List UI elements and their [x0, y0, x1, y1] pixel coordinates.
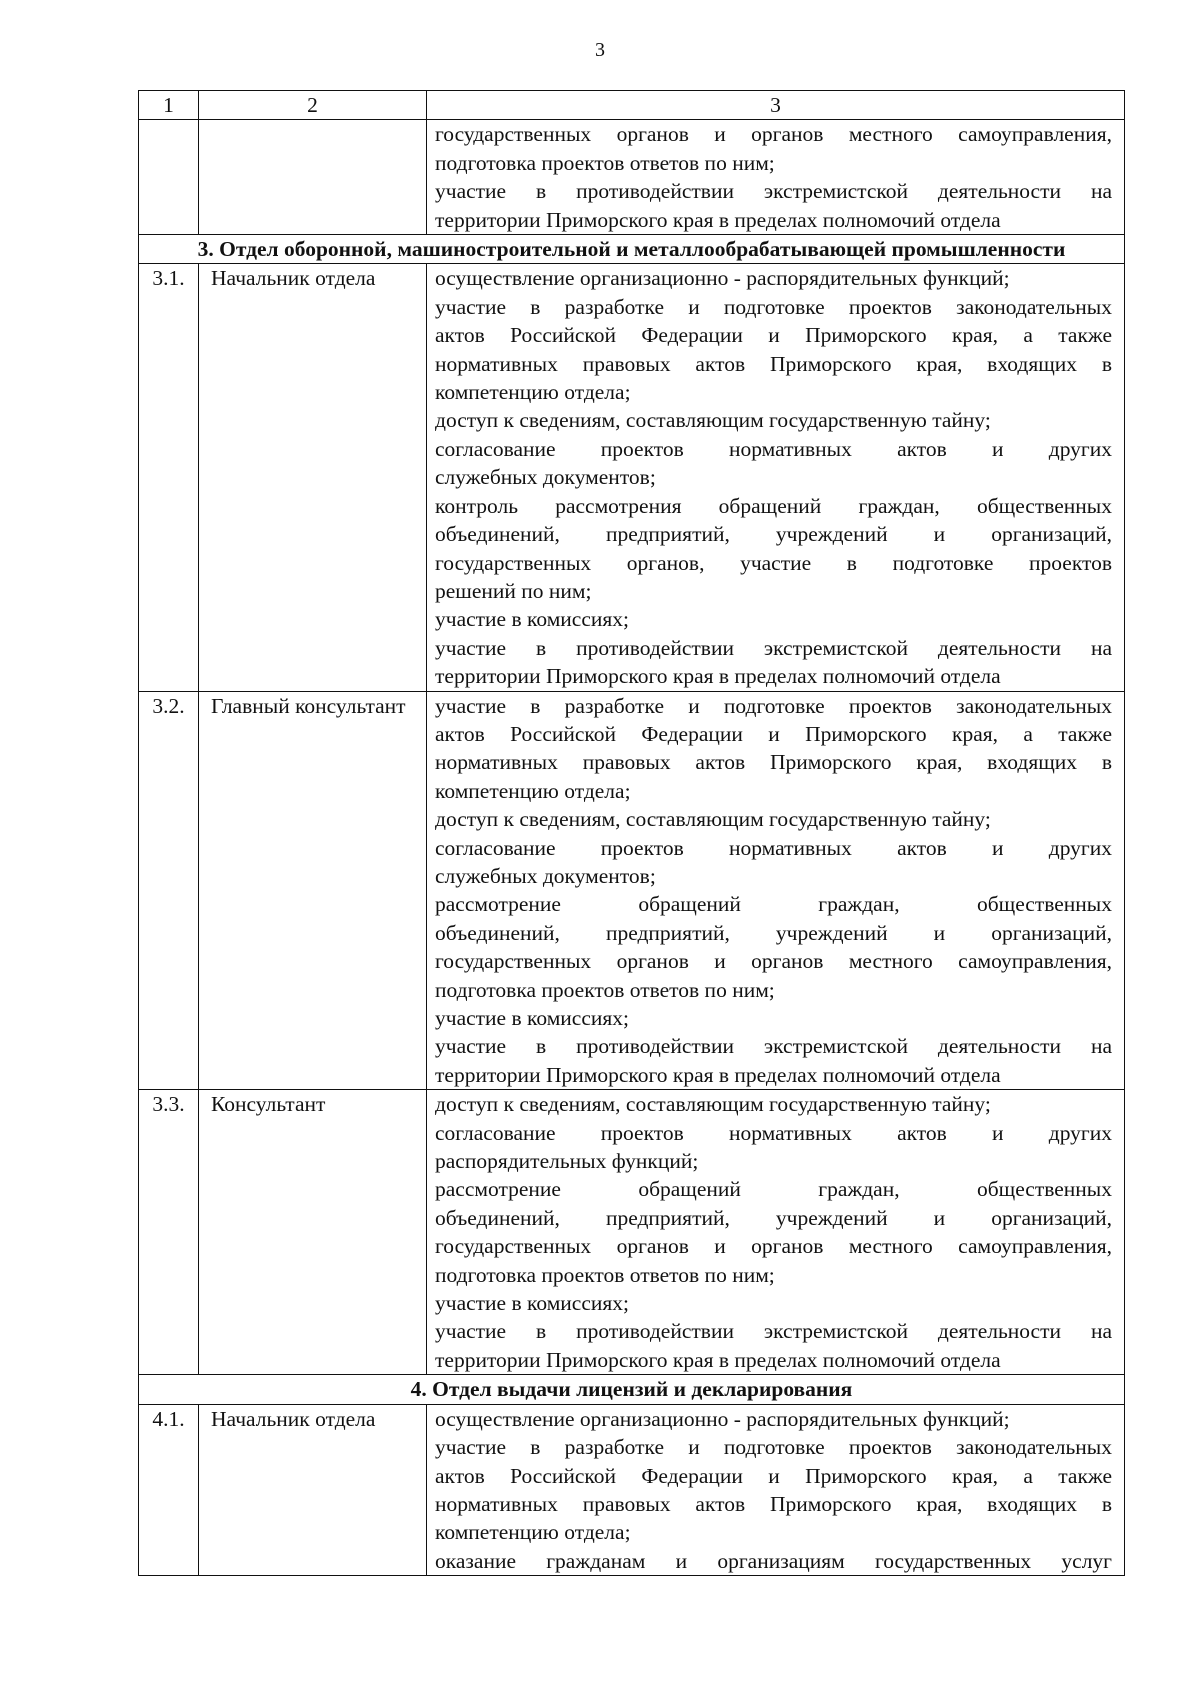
responsibility-line: нормативных правовых актов Приморского края, входящих в — [435, 351, 1112, 376]
responsibility-line: актов Российской Федерации и Приморского края, а также — [435, 721, 1112, 746]
table-row — [139, 691, 1125, 1090]
responsibility-line: подготовка проектов ответов по ним; — [435, 977, 775, 1002]
page-number: 3 — [595, 39, 605, 61]
responsibility-line: участие в противодействии экстремистской деятельности на — [435, 179, 1112, 204]
section-title: 3. Отдел оборонной, машиностроительной и металлообрабатывающей промышленности — [139, 235, 1125, 264]
table-row — [139, 120, 1125, 235]
responsibility-line: доступ к сведениям, составляющим государственную тайну; — [435, 1092, 991, 1117]
row-number: 4.1. — [139, 1404, 199, 1575]
responsibility-line: согласование проектов нормативных актов и других — [435, 1120, 1112, 1145]
position-title: Начальник отдела — [199, 1404, 427, 1575]
duties-table — [138, 90, 1125, 1576]
section-header-row — [139, 1375, 1125, 1404]
responsibility-line: осуществление организационно - распорядительных функций; — [435, 1406, 1010, 1431]
responsibility-line: участие в противодействии экстремистской деятельности на — [435, 635, 1112, 660]
position-title: Консультант — [199, 1090, 427, 1375]
table-row — [139, 1404, 1125, 1575]
section-header-row — [139, 235, 1125, 264]
responsibility-line: участие в разработке и подготовке проектов законодательных — [435, 693, 1112, 718]
responsibility-line: контроль рассмотрения обращений граждан, общественных — [435, 493, 1112, 518]
responsibility-line: решений по ним; — [435, 578, 592, 603]
responsibilities-cell — [427, 691, 1125, 1090]
responsibility-line: распорядительных функций; — [435, 1149, 699, 1174]
responsibility-line: нормативных правовых актов Приморского края, входящих в — [435, 750, 1112, 775]
position-title — [199, 120, 427, 235]
responsibilities-cell — [427, 120, 1125, 235]
responsibility-line: участие в комиссиях; — [435, 1006, 630, 1030]
column-header-row — [139, 91, 1125, 120]
position-title: Главный консультант — [199, 691, 427, 1090]
responsibility-line: согласование проектов нормативных актов и других — [435, 436, 1112, 461]
responsibility-line: доступ к сведениям, составляющим государственную тайну; — [435, 807, 991, 832]
table-body — [139, 91, 1125, 1576]
responsibility-line: подготовка проектов ответов по ним; — [435, 150, 775, 175]
responsibility-line: служебных документов; — [435, 465, 656, 490]
row-number: 3.3. — [139, 1090, 199, 1375]
responsibility-line: государственных органов и органов местного самоуправления, — [435, 122, 1112, 147]
responsibility-line: государственных органов и органов местного самоуправления, — [435, 1234, 1112, 1259]
responsibility-line: доступ к сведениям, составляющим государственную тайну; — [435, 408, 991, 433]
responsibility-line: объединений, предприятий, учреждений и организаций, — [435, 1205, 1112, 1230]
responsibility-line: согласование проектов нормативных актов и других — [435, 835, 1112, 860]
responsibilities-cell — [427, 1404, 1125, 1575]
responsibility-line: участие в противодействии экстремистской деятельности на — [435, 1034, 1112, 1059]
table-row — [139, 264, 1125, 691]
responsibilities-cell — [427, 1090, 1125, 1375]
responsibility-line: компетенцию отдела; — [435, 380, 631, 405]
responsibilities-cell — [427, 264, 1125, 691]
column-header-2: 2 — [199, 91, 427, 120]
column-header-3: 3 — [427, 91, 1125, 120]
responsibility-line: участие в противодействии экстремистской деятельности на — [435, 1319, 1112, 1344]
section-title: 4. Отдел выдачи лицензий и декларирования — [139, 1375, 1125, 1404]
responsibility-line: участие в разработке и подготовке проектов законодательных — [435, 294, 1112, 319]
responsibility-line: объединений, предприятий, учреждений и организаций, — [435, 522, 1112, 547]
responsibility-line: компетенцию отдела; — [435, 1520, 631, 1545]
row-number: 3.2. — [139, 691, 199, 1090]
row-number — [139, 120, 199, 235]
row-number: 3.1. — [139, 264, 199, 691]
responsibility-line: компетенцию отдела; — [435, 778, 631, 803]
responsibility-line: территории Приморского края в пределах полномочий отдела — [435, 1062, 1001, 1087]
responsibility-line: участие в комиссиях; — [435, 1291, 630, 1316]
responsibility-line: государственных органов и органов местного самоуправления, — [435, 949, 1112, 974]
responsibility-line: служебных документов; — [435, 863, 656, 888]
responsibility-line: подготовка проектов ответов по ним; — [435, 1262, 775, 1287]
responsibility-line: участие в комиссиях; — [435, 607, 630, 632]
responsibility-line: рассмотрение обращений граждан, общественных — [435, 1177, 1112, 1202]
position-title: Начальник отдела — [199, 264, 427, 691]
responsibility-line: актов Российской Федерации и Приморского края, а также — [435, 323, 1112, 348]
responsibility-line: нормативных правовых актов Приморского края, входящих в — [435, 1491, 1112, 1516]
responsibility-line: актов Российской Федерации и Приморского края, а также — [435, 1463, 1112, 1488]
responsibility-line: территории Приморского края в пределах полномочий отдела — [435, 664, 1001, 689]
responsibility-line: участие в разработке и подготовке проектов законодательных — [435, 1435, 1112, 1460]
responsibility-line: рассмотрение обращений граждан, общественных — [435, 892, 1112, 917]
responsibility-line: территории Приморского края в пределах полномочий отдела — [435, 207, 1001, 232]
responsibility-line: объединений, предприятий, учреждений и организаций, — [435, 920, 1112, 945]
responsibility-line: оказание гражданам и организациям государственных услуг — [435, 1548, 1112, 1573]
responsibility-line: осуществление организационно - распорядительных функций; — [435, 266, 1010, 291]
responsibility-line: государственных органов, участие в подготовке проектов — [435, 550, 1112, 575]
responsibility-line: территории Приморского края в пределах полномочий отдела — [435, 1347, 1001, 1372]
column-header-1: 1 — [139, 91, 199, 120]
table-row — [139, 1090, 1125, 1375]
